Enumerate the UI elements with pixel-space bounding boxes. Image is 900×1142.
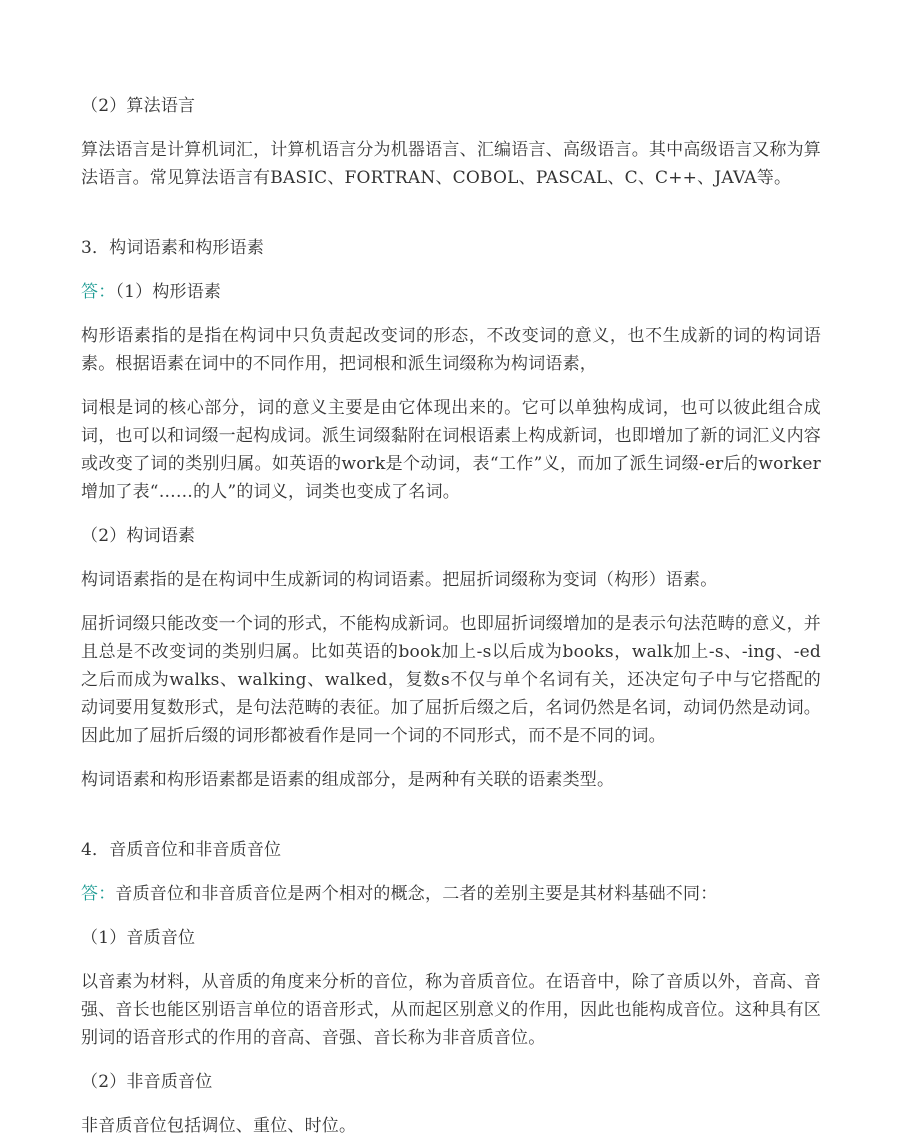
answer-label: 答： (81, 282, 116, 302)
paragraph-root-description: 词根是词的核心部分，词的意义主要是由它体现出来的。它可以单独构成词，也可以彼此组合成词，也可以和词缀一起构成词。派生词缀黏附在词根语素上构成新词，也即增加了新的词汇义内容或改变了词的类别归属。如英语的work是个动词，表“工作”义，而加了派生词缀-er后的worker增加了表“……的人”的词义，词类也变成了名词。 (81, 398, 821, 502)
answer-line-4 (81, 880, 821, 908)
paragraph-summary: 构词语素和构形语素都是语素的组成部分，是两种有关联的语素类型。 (81, 770, 615, 790)
subheading-derivational-morpheme: （2）构词语素 (81, 526, 196, 546)
paragraph-inflectional-definition: 构形语素指的是指在构词中只负责起改变词的形态，不改变词的意义，也不生成新的词的构词语素。根据语素在词中的不同作用，把词根和派生词缀称为构词语素， (81, 326, 821, 374)
subheading-inflectional-morpheme: （1）构形语素 (115, 282, 222, 302)
paragraph-inflectional-affix: 屈折词缀只能改变一个词的形式，不能构成新词。也即屈折词缀增加的是表示句法范畴的意义，并且总是不改变词的类别归属。比如英语的book加上-s以后成为books，walk加上-s、-ing、-ed之后而成为walks、walking、walked，复数s不仅与单个名词有关，还决定句子中与它搭配的动词要用复数形式，是句法范畴的表征。加了屈折后缀之后，名词仍然是名词，动词仍然是动词。因此加了屈折后缀的词形都被看作是同一个词的不同形式，而不是不同的词。 (81, 614, 821, 746)
paragraph-suprasegmental-phoneme: 非音质音位包括调位、重位、时位。 (81, 1116, 357, 1136)
answer-intro: 音质音位和非音质音位是两个相对的概念，二者的差别主要是其材料基础不同： (115, 884, 718, 904)
question-heading-3: 3．构词语素和构形语素 (81, 238, 265, 258)
answer-line-3 (81, 278, 821, 306)
paragraph-derivational-definition: 构词语素指的是在构词中生成新词的构词语素。把屈折词缀称为变词（构形）语素。 (81, 570, 718, 590)
subheading-segmental-phoneme: （1）音质音位 (81, 928, 196, 948)
paragraph-segmental-phoneme: 以音素为材料，从音质的角度来分析的音位，称为音质音位。在语音中，除了音质以外，音高、音强、音长也能区别语言单位的语音形式，从而起区别意义的作用，因此也能构成音位。这种具有区别词的语音形式的作用的音高、音强、音长称为非音质音位。 (81, 972, 821, 1048)
paragraph-algorithm-language: 算法语言是计算机词汇，计算机语言分为机器语言、汇编语言、高级语言。其中高级语言又称为算法语言。常见算法语言有BASIC、FORTRAN、COBOL、PASCAL、C、C++、JAVA等。 (81, 140, 821, 188)
subheading-suprasegmental-phoneme: （2）非音质音位 (81, 1072, 213, 1092)
answer-label: 答： (81, 884, 116, 904)
subheading-algorithm-language: （2）算法语言 (81, 96, 196, 116)
document-body (81, 92, 821, 1140)
question-heading-4: 4．音质音位和非音质音位 (81, 840, 282, 860)
